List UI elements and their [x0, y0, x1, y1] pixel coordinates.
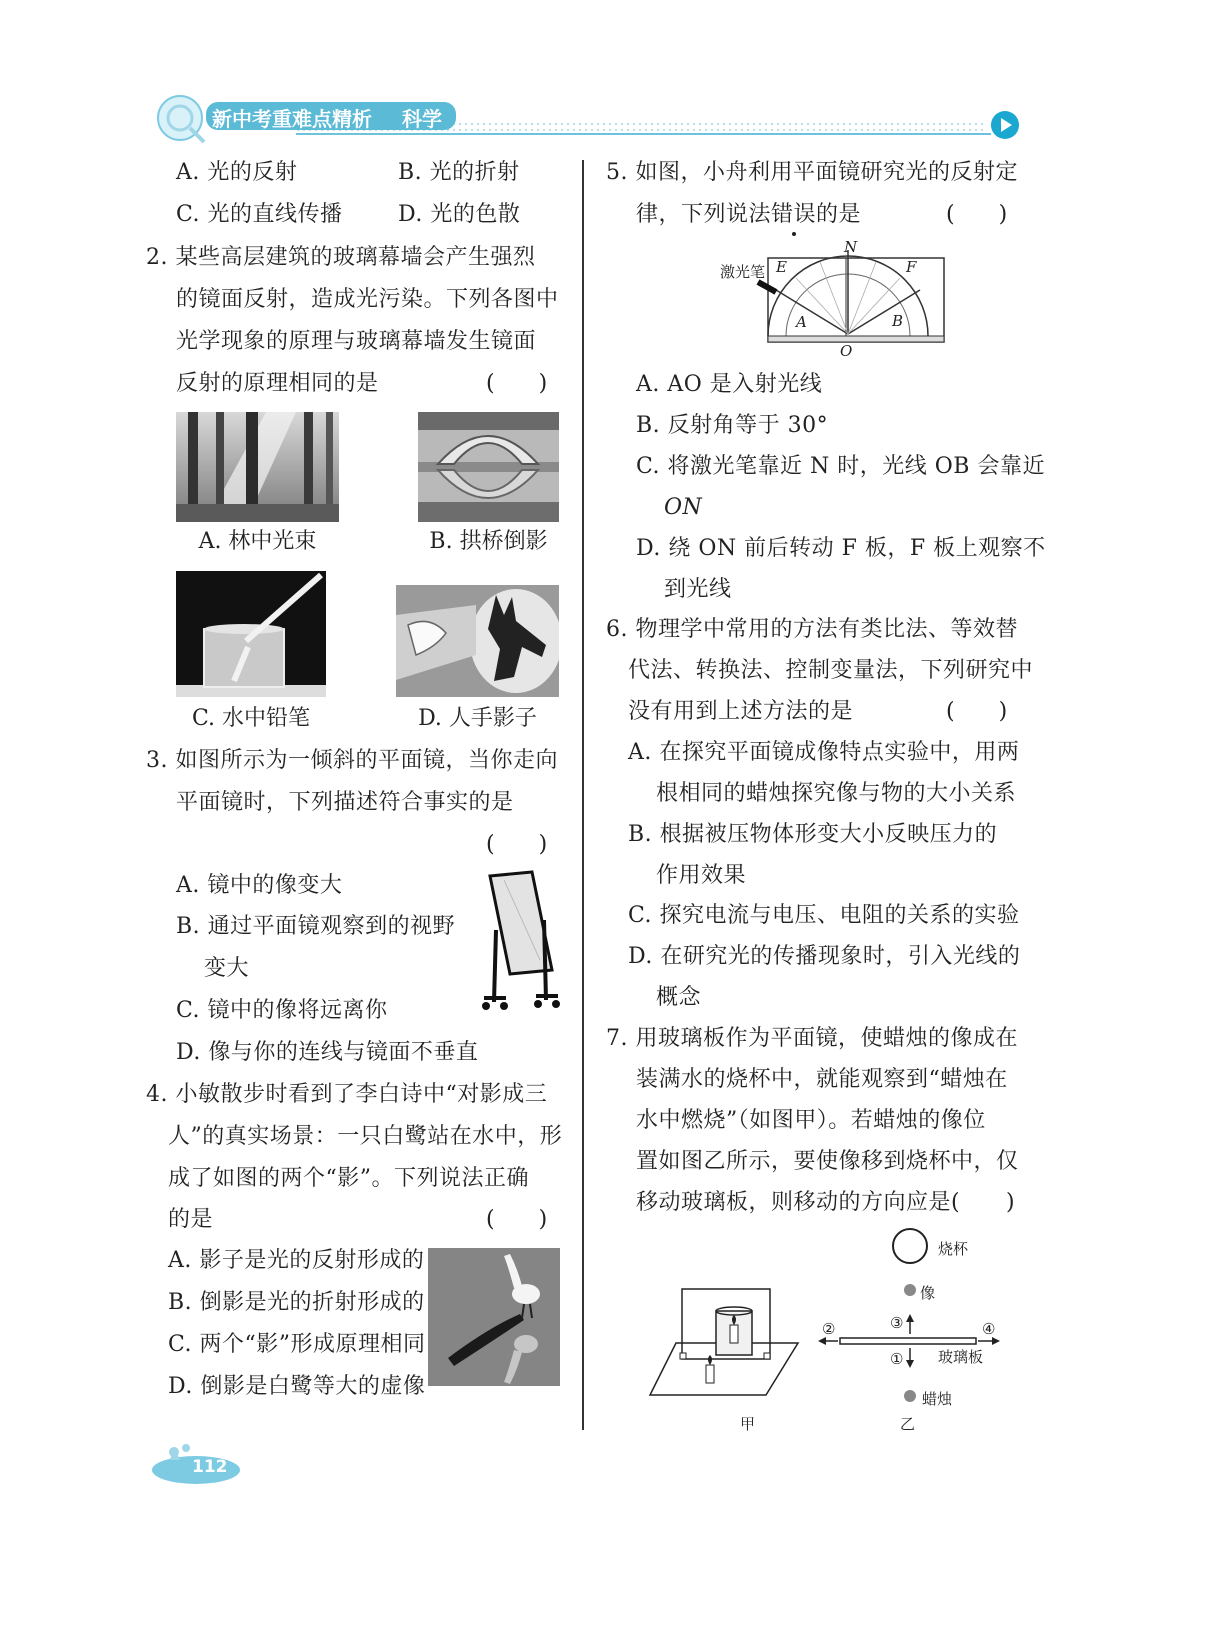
q6-option-b-cont: 作用效果	[656, 863, 747, 888]
q7-stem-line: 7. 用玻璃板作为平面镜，使蜡烛的像成在	[606, 1026, 1018, 1051]
q7-stem-line: 置如图乙所示，要使像移到烧杯中，仅	[636, 1149, 1019, 1174]
q2-stem-line: 光学现象的原理与玻璃幕墙发生镜面	[176, 329, 537, 354]
header-book-title: 新中考重难点精析	[212, 107, 372, 131]
q2-stem-line: 2. 某些高层建筑的玻璃幕墙会产生强烈	[146, 245, 536, 270]
figure-jia-label: 甲	[740, 1415, 756, 1433]
q5-option-d-cont: 到光线	[664, 577, 732, 602]
label-n: N	[844, 238, 858, 256]
page-number: 112	[192, 1457, 228, 1477]
q4-stem-line: 的是	[168, 1207, 214, 1232]
q2-stem-line: 的镜面反射，造成光污染。下列各图中	[176, 287, 559, 312]
direction-3-label: ③	[890, 1314, 904, 1332]
q6-option-b: B. 根据被压物体形变大小反映压力的	[628, 822, 998, 847]
q3-answer-blank[interactable]: ( )	[486, 832, 548, 857]
direction-1-label: ①	[890, 1350, 904, 1368]
arch-bridge-reflection-image	[418, 412, 559, 522]
tilted-mirror-figure	[480, 870, 562, 1015]
q7-stem-line: 装满水的烧杯中，就能观察到“蜡烛在	[636, 1067, 1008, 1092]
next-page-arrow-icon[interactable]	[990, 110, 1020, 140]
q6-option-c: C. 探究电流与电压、电阻的关系的实验	[628, 903, 1020, 928]
label-e: E	[776, 258, 787, 276]
q2-caption-d: D. 人手影子	[418, 706, 537, 731]
label-f: F	[906, 258, 917, 276]
q2-answer-blank[interactable]: ( )	[486, 371, 548, 396]
hand-shadow-image	[396, 585, 559, 697]
q4-stem-line: 人”的真实场景：一只白鹭站在水中，形	[168, 1124, 563, 1149]
direction-4-label: ④	[982, 1320, 996, 1338]
q4-option-b: B. 倒影是光的折射形成的	[168, 1290, 425, 1315]
q5-stem-line: 5. 如图，小舟利用平面镜研究光的反射定	[606, 160, 1018, 185]
q2-caption-b: B. 拱桥倒影	[429, 529, 548, 554]
q5-stem-post: 的是	[816, 202, 862, 227]
figure-yi-diagram	[818, 1226, 1008, 1416]
direction-2-label: ②	[822, 1320, 836, 1338]
q3-option-a: A. 镜中的像变大	[176, 873, 343, 898]
q7-answer-blank[interactable]: )	[1006, 1190, 1015, 1215]
q2-stem-line: 反射的原理相同的是	[176, 371, 379, 396]
label-a: A	[796, 313, 807, 331]
q3-stem-line: 3. 如图所示为一倾斜的平面镜，当你走向	[146, 748, 558, 773]
column-divider	[582, 160, 584, 1430]
q3-option-b: B. 通过平面镜观察到的视野	[176, 914, 456, 939]
q5-answer-blank[interactable]: ( )	[946, 202, 1008, 227]
q2-caption-c: C. 水中铅笔	[191, 706, 311, 731]
q1-option-b: B. 光的折射	[398, 160, 520, 185]
q4-option-d: D. 倒影是白鹭等大的虚像	[168, 1374, 426, 1399]
q2-caption-a: A. 林中光束	[198, 529, 317, 554]
q1-option-d: D. 光的色散	[398, 202, 521, 227]
label-o: O	[840, 342, 853, 360]
q6-stem-line: 代法、转换法、控制变量法，下列研究中	[628, 658, 1034, 683]
q3-option-b-cont: 变大	[204, 956, 250, 981]
q5-stem-line2	[636, 200, 861, 230]
beaker-label: 烧杯	[938, 1240, 969, 1258]
q5-option-b: B. 反射角等于 30°	[636, 413, 829, 438]
q5-option-c: C. 将激光笔靠近 N 时，光线 OB 会靠近	[636, 454, 1045, 479]
q6-stem-line: 6. 物理学中常用的方法有类比法、等效替	[606, 617, 1018, 642]
q6-option-a: A. 在探究平面镜成像特点实验中，用两	[628, 740, 1020, 765]
glass-plate-label: 玻璃板	[938, 1348, 984, 1366]
protractor-reflection-figure	[716, 238, 946, 360]
q4-answer-blank[interactable]: ( )	[486, 1207, 548, 1232]
q1-option-a: A. 光的反射	[176, 160, 298, 185]
q6-option-a-cont: 根相同的蜡烛探究像与物的大小关系	[656, 781, 1017, 806]
label-b: B	[892, 312, 904, 330]
image-label: 像	[920, 1284, 936, 1302]
q4-stem-line: 4. 小敏散步时看到了李白诗中“对影成三	[146, 1082, 548, 1107]
forest-light-beams-image	[176, 412, 339, 522]
q4-option-a: A. 影子是光的反射形成的	[168, 1248, 425, 1273]
q7-stem-line: 移动玻璃板，则移动的方向应是(	[636, 1190, 961, 1215]
egret-shadow-photo	[428, 1248, 560, 1386]
q5-option-d: D. 绕 ON 前后转动 F 板，F 板上观察不	[636, 536, 1046, 561]
q4-option-c: C. 两个“影”形成原理相同	[168, 1332, 426, 1357]
q6-answer-blank[interactable]: ( )	[946, 699, 1008, 724]
q5-option-c-cont: ON	[664, 495, 703, 520]
header-subject: 科学	[402, 107, 442, 131]
q3-option-d: D. 像与你的连线与镜面不垂直	[176, 1040, 479, 1065]
q7-stem-line: 水中燃烧”（如图甲）。若蜡烛的像位	[636, 1108, 986, 1133]
q6-option-d: D. 在研究光的传播现象时，引入光线的	[628, 944, 1021, 969]
figure-yi-label: 乙	[900, 1415, 916, 1433]
candle-label: 蜡烛	[922, 1390, 953, 1408]
q4-stem-line: 成了如图的两个“影”。下列说法正确	[168, 1166, 529, 1191]
laser-pen-label: 激光笔	[720, 263, 766, 281]
q6-option-d-cont: 概念	[656, 985, 702, 1010]
figure-jia-apparatus	[646, 1285, 806, 1400]
q5-emphasis-word: 错误	[771, 200, 816, 230]
pencil-in-water-image	[176, 571, 326, 697]
q5-stem-pre: 律，下列说法	[636, 202, 772, 227]
q6-stem-line: 没有用到上述方法的是	[628, 699, 854, 724]
q3-stem-line: 平面镜时，下列描述符合事实的是	[176, 790, 514, 815]
q5-option-a: A. AO 是入射光线	[636, 372, 823, 397]
q1-option-c: C. 光的直线传播	[176, 202, 343, 227]
q3-option-c: C. 镜中的像将远离你	[176, 998, 388, 1023]
